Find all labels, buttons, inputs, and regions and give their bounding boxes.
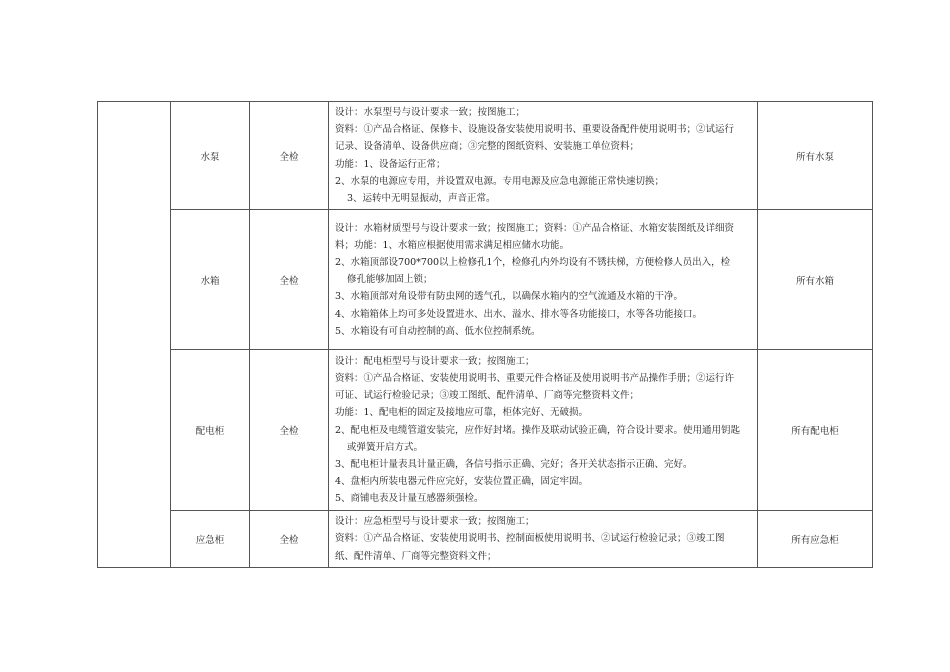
requirement-line: 3、水箱顶部对角设带有防虫网的透气孔，以确保水箱内的空气流通及水箱的干净。 (335, 291, 684, 303)
requirement-line: 3、配电柜计量表具计量正确，各信号指示正确、完好；各开关状态指示正确、完好。 (335, 459, 693, 471)
requirements-cell (329, 350, 758, 511)
requirement-line: 3、运转中无明显振动，声音正常。 (347, 193, 496, 205)
item-cell: 水箱 (171, 210, 250, 350)
requirement-line: 4、水箱箱体上均可多处设置进水、出水、溢水、排水等各功能接口，水等各功能接口。 (335, 308, 703, 320)
scope-cell: 所有水泵 (758, 102, 873, 210)
requirement-line: 或弹簧开启方式。 (347, 441, 424, 453)
table-row (98, 511, 873, 568)
requirement-line: 设计：配电柜型号与设计要求一致；按图施工； (335, 355, 535, 367)
requirements-cell (329, 210, 758, 350)
requirement-line: 4、盘柜内所装电器元件应完好，安装位置正确，固定牢固。 (335, 476, 589, 488)
inspection-table (97, 101, 873, 568)
requirement-line: 资料：①产品合格证、安装使用说明书、重要元件合格证及使用说明书产品操作手册；②运行许 (335, 373, 735, 384)
item-cell: 应急柜 (171, 511, 250, 568)
requirement-line: 2、配电柜及电缆管道安装完，应作好封堵。操作及联动试验正确，符合设计要求。使用通用钥匙 (335, 424, 741, 436)
requirement-line: 可证、试运行检验记录；③竣工图纸、配件清单、厂商等完整资料文件； (335, 390, 640, 402)
item-cell: 配电柜 (171, 350, 250, 511)
table-row (98, 102, 873, 210)
requirement-line: 5、水箱设有可自动控制的高、低水位控制系统。 (335, 325, 541, 337)
requirement-line: 设计：应急柜型号与设计要求一致；按图施工； (335, 516, 535, 528)
requirement-line: 纸、配件清单、厂商等完整资料文件； (335, 550, 497, 562)
requirement-line: 2、水泵的电源应专用，并设置双电源。专用电源及应急电源能正常快速切换； (335, 175, 665, 187)
method-cell: 全检 (250, 350, 329, 511)
item-cell: 水泵 (171, 102, 250, 210)
scope-cell: 所有水箱 (758, 210, 873, 350)
scope-cell: 所有配电柜 (758, 350, 873, 511)
requirement-line: 5、商铺电表及计量互感器须强检。 (335, 493, 484, 505)
requirement-line: 设计：水箱材质型号与设计要求一致；按图施工；资料：①产品合格证、水箱安装图纸及详细资 (335, 222, 735, 234)
requirement-line: 记录、设备清单、设备供应商；③完整的图纸资料、安装施工单位资料； (335, 141, 640, 153)
method-cell: 全检 (250, 210, 329, 350)
requirement-line: 设计：水泵型号与设计要求一致；按图施工； (335, 107, 526, 118)
requirements-cell (329, 102, 758, 210)
method-cell: 全检 (250, 102, 329, 210)
scope-cell: 所有应急柜 (758, 511, 873, 568)
requirement-line: 功能：1、配电柜的固定及接地应可靠，柜体完好、无破损。 (335, 407, 589, 419)
table-row (98, 210, 873, 350)
requirement-line: 资料：①产品合格证、安装使用说明书、控制面板使用说明书、②试运行检验记录；③竣工图 (335, 533, 725, 545)
category-cell (98, 102, 171, 568)
table-row (98, 350, 873, 511)
requirement-line: 修孔能够加固上锁； (347, 274, 433, 286)
requirement-line: 料；功能：1、水箱应根据使用需求满足相应储水功能。 (335, 239, 570, 251)
requirement-line: 功能：1、设备运行正常； (335, 158, 446, 170)
requirement-line: 资料：①产品合格证、保修卡、设施设备安装使用说明书、重要设备配件使用说明书；②试运行 (335, 124, 735, 136)
requirements-cell (329, 511, 758, 568)
requirement-line: 2、水箱顶部设700*700以上检修孔1个，检修孔内外均设有不锈扶梯，方便检修人员出入，检 (335, 256, 731, 268)
method-cell: 全检 (250, 511, 329, 568)
